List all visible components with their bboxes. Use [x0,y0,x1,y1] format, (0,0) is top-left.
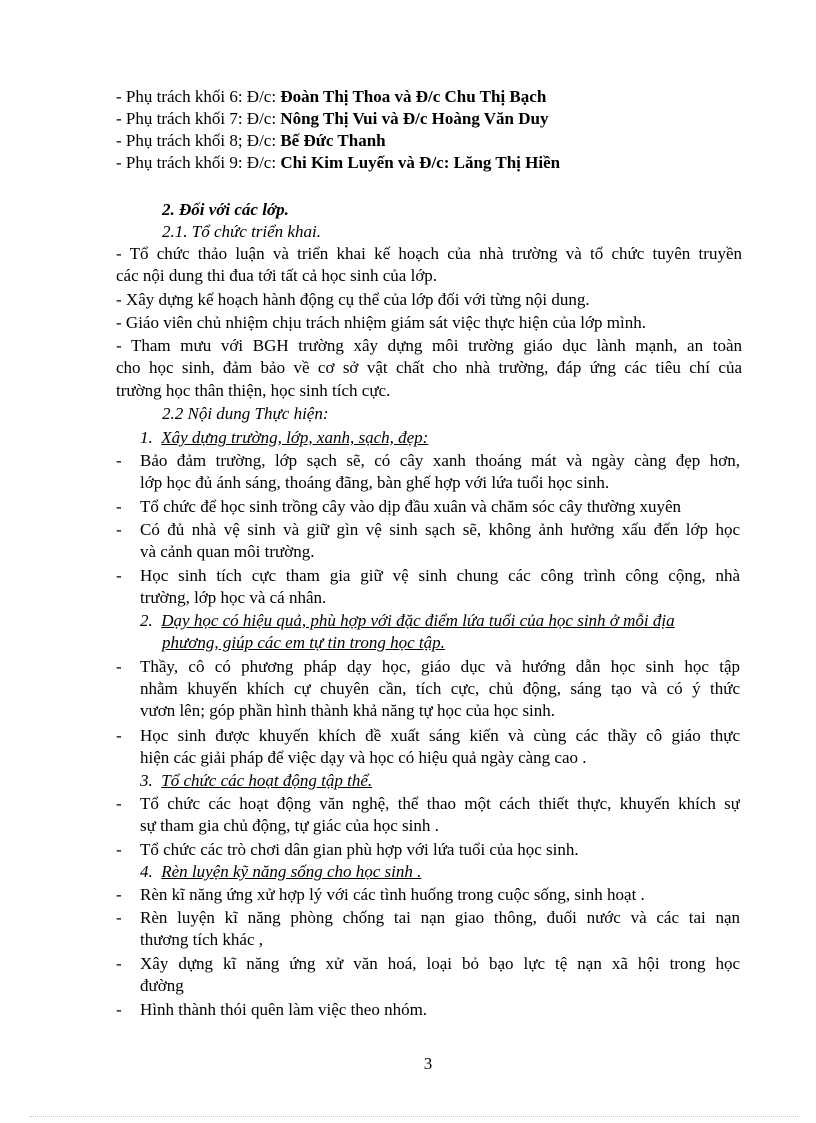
paragraph-line: - Xây dựng kế hoạch hành động cụ thể của lớp đối với từng nội dung. [116,290,590,309]
bullet-line: sự tham gia chủ động, tự giác của học sinh . [140,816,439,835]
bullet-line: Tổ chức các trò chơi dân gian phù hợp với lứa tuổi của học sinh. [140,840,579,859]
bullet-mark: - [116,908,122,927]
item-heading-2-cont: phương, giúp các em tự tin trong học tập. [162,633,445,652]
assignment-grade-9: - Phụ trách khối 9: Đ/c: Chi Kim Luyến và Đ/c: Lăng Thị Hiền [116,153,561,172]
bullet-line: Rèn kĩ năng ứng xử hợp lý với các tình huống trong cuộc sống, sinh hoạt . [140,885,645,904]
bullet-mark: - [116,1000,122,1019]
bullet-mark: - [116,497,122,516]
bullet-mark: - [116,885,122,904]
bullet-line: Rèn luyện kĩ năng phòng chống tai nạn giao thông, đuối nước và các tai nạn [140,908,740,927]
bullet-line: Xây dựng kĩ năng ứng xử văn hoá, loại bỏ bạo lực tệ nạn xã hội trong học [140,954,740,973]
bullet-line: đường [140,976,184,995]
page-number: 3 [423,1054,433,1073]
bullet-mark: - [116,794,122,813]
bullet-line: lớp học đủ ánh sáng, thoáng đãng, bàn ghế hợp với lứa tuổi học sinh. [140,473,610,492]
bullet-line: trường, lớp học và cá nhân. [140,588,327,607]
bullet-line: vươn lên; góp phần hình thành khả năng tự học của học sinh. [140,701,556,720]
bullet-line: Tổ chức các hoạt động văn nghệ, thể thao một cách thiết thực, khuyến khích sự [140,794,740,813]
bullet-line: và cảnh quan môi trường. [140,542,315,561]
bullet-line: nhằm khuyến khích cự chuyên cần, tích cực, chủ động, sáng tạo và có ý thức [140,679,740,698]
bullet-mark: - [116,520,122,539]
bullet-line: Học sinh tích cực tham gia giữ vệ sinh chung các công trình công cộng, nhà [140,566,740,585]
bullet-mark: - [116,566,122,585]
bullet-line: Thầy, cô có phương pháp dạy học, giáo dục và hướng dẫn học sinh học tập [140,657,740,676]
bullet-line: hiện các giải pháp để việc dạy và học có hiệu quả ngày càng cao . [140,748,587,767]
bullet-line: Bảo đảm trường, lớp sạch sẽ, có cây xanh thoáng mát và ngày càng đẹp hơn, [140,451,740,470]
paragraph-line: cho học sinh, đảm bảo về cơ sở vật chất cho nhà trường, đáp ứng các tiêu chí của [116,358,742,377]
bullet-line: Có đủ nhà vệ sinh và giữ gìn vệ sinh sạch sẽ, không ảnh hưởng xấu đến lớp học [140,520,740,539]
bullet-line: Hình thành thói quên làm việc theo nhóm. [140,1000,428,1019]
item-heading-3: 3. Tổ chức các hoạt động tập thể. [140,771,373,790]
section-heading: 2. Đối với các lớp. [162,200,289,219]
page-bottom-divider [30,1116,800,1117]
paragraph-line: - Tham mưu với BGH trường xây dựng môi trường giáo dục lành mạnh, an toàn [116,336,742,355]
item-heading-2: 2. Dạy học có hiệu quả, phù hợp với đặc điểm lứa tuổi của học sinh ở mỗi địa [140,611,675,630]
paragraph-line: - Tổ chức thảo luận và triển khai kế hoạch của nhà trường và tổ chức tuyên truyền [116,244,742,263]
bullet-line: Tổ chức để học sinh trồng cây vào dịp đầu xuân và chăm sóc cây thường xuyên [140,497,682,516]
bullet-mark: - [116,840,122,859]
bullet-mark: - [116,726,122,745]
paragraph-line: các nội dung thi đua tới tất cả học sinh của lớp. [116,266,438,285]
assignment-grade-8: - Phụ trách khối 8; Đ/c: Bế Đức Thanh [116,131,386,150]
assignment-grade-6: - Phụ trách khối 6: Đ/c: Đoàn Thị Thoa và Đ/c Chu Thị Bạch [116,87,547,106]
bullet-mark: - [116,954,122,973]
bullet-line: thương tích khác , [140,930,264,949]
item-heading-4: 4. Rèn luyện kỹ năng sống cho học sinh . [140,862,422,881]
paragraph-line: trường học thân thiện, học sinh tích cực. [116,381,391,400]
bullet-mark: - [116,657,122,676]
bullet-mark: - [116,451,122,470]
paragraph-line: - Giáo viên chủ nhiệm chịu trách nhiệm giám sát việc thực hiện của lớp mình. [116,313,646,332]
subsection-heading-2-1: 2.1. Tổ chức triển khai. [162,222,321,241]
assignment-grade-7: - Phụ trách khối 7: Đ/c: Nông Thị Vui và Đ/c Hoàng Văn Duy [116,109,549,128]
bullet-line: Học sinh được khuyến khích đề xuất sáng kiến và cùng các thầy cô giáo thực [140,726,740,745]
item-heading-1: 1. Xây dựng trường, lớp, xanh, sạch, đẹp: [140,428,429,447]
subsection-heading-2-2: 2.2 Nội dung Thực hiện: [162,404,329,423]
